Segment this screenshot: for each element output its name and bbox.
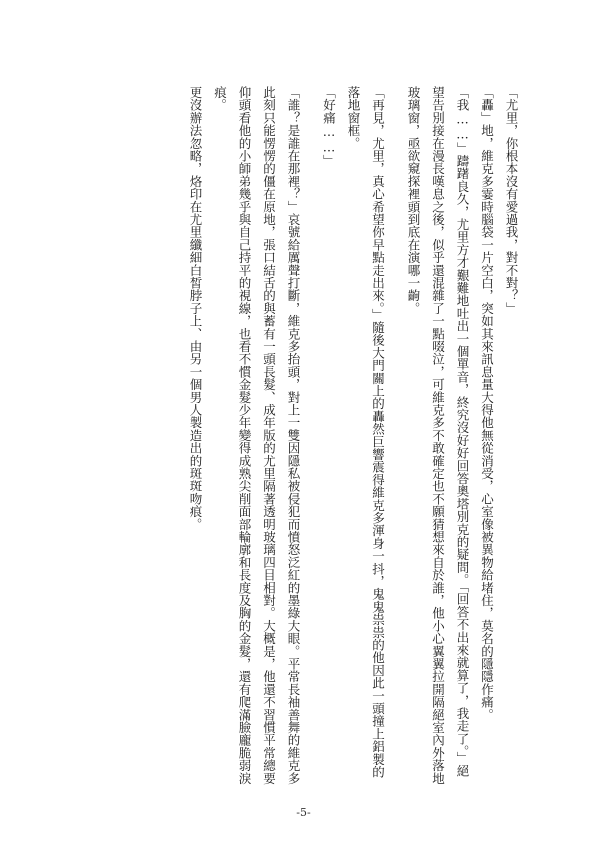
paragraph-1: 「尤里，你根本沒有愛過我，對不對？」 <box>504 86 519 315</box>
paragraph-3: 「我……」躊躇良久，尤里方才艱難地吐出一個單音，終究沒好好回答奧塔別克的疑問。「回答不出來就算了，我走了。」絕望告別接在漫長嘆息之後，似乎還混雜了一點啜泣，可維克多不敢確定也不願猜想來自於誰，他小心翼翼拉開隔絕室內外落地玻璃窗，亟欲窺探裡頭到底在演哪一齣。 <box>406 86 470 785</box>
paragraph-4: 「再見，尤里，真心希望你早點走出來。」隨後大門關上的轟然巨響震得維克多渾身一抖，鬼鬼祟祟的他因此一頭撞上鋁製的落地窗框。 <box>346 86 386 779</box>
paragraph-5: 「好痛……」 <box>321 86 337 168</box>
page-number: -5- <box>296 806 311 819</box>
paragraph-6: 「誰？是誰在那裡？」哀號給厲聲打斷，維克多抬頭，對上一雙因隱私被侵犯而憤怒泛紅的墨綠大眼。平常長袖善舞的維克多此刻只能愣愣的僵在原地，張口結舌的與蓄有一頭長髮、成年版的尤里隔著透明玻璃四目相對。大概是，他還不習慣平常總要仰頭看他的小師弟幾乎與自己持平的視線，也看不慣金髮少年變得成熟尖削面部輪廓和長度及胸的金髮，還有爬滿臉龐脆弱淚痕。 <box>212 86 301 785</box>
paragraph-2: 「轟」地，維克多霎時腦袋一片空白，突如其來訊息量大得他無從消受，心室像被異物給堵住，莫名的隱隱作痛。 <box>479 86 495 721</box>
vertical-text-body <box>83 86 523 786</box>
paragraph-7: 更沒辦法忽略，烙印在尤里纖細白皙脖子上、由另一個男人製造出的斑斑吻痕。 <box>188 86 203 531</box>
